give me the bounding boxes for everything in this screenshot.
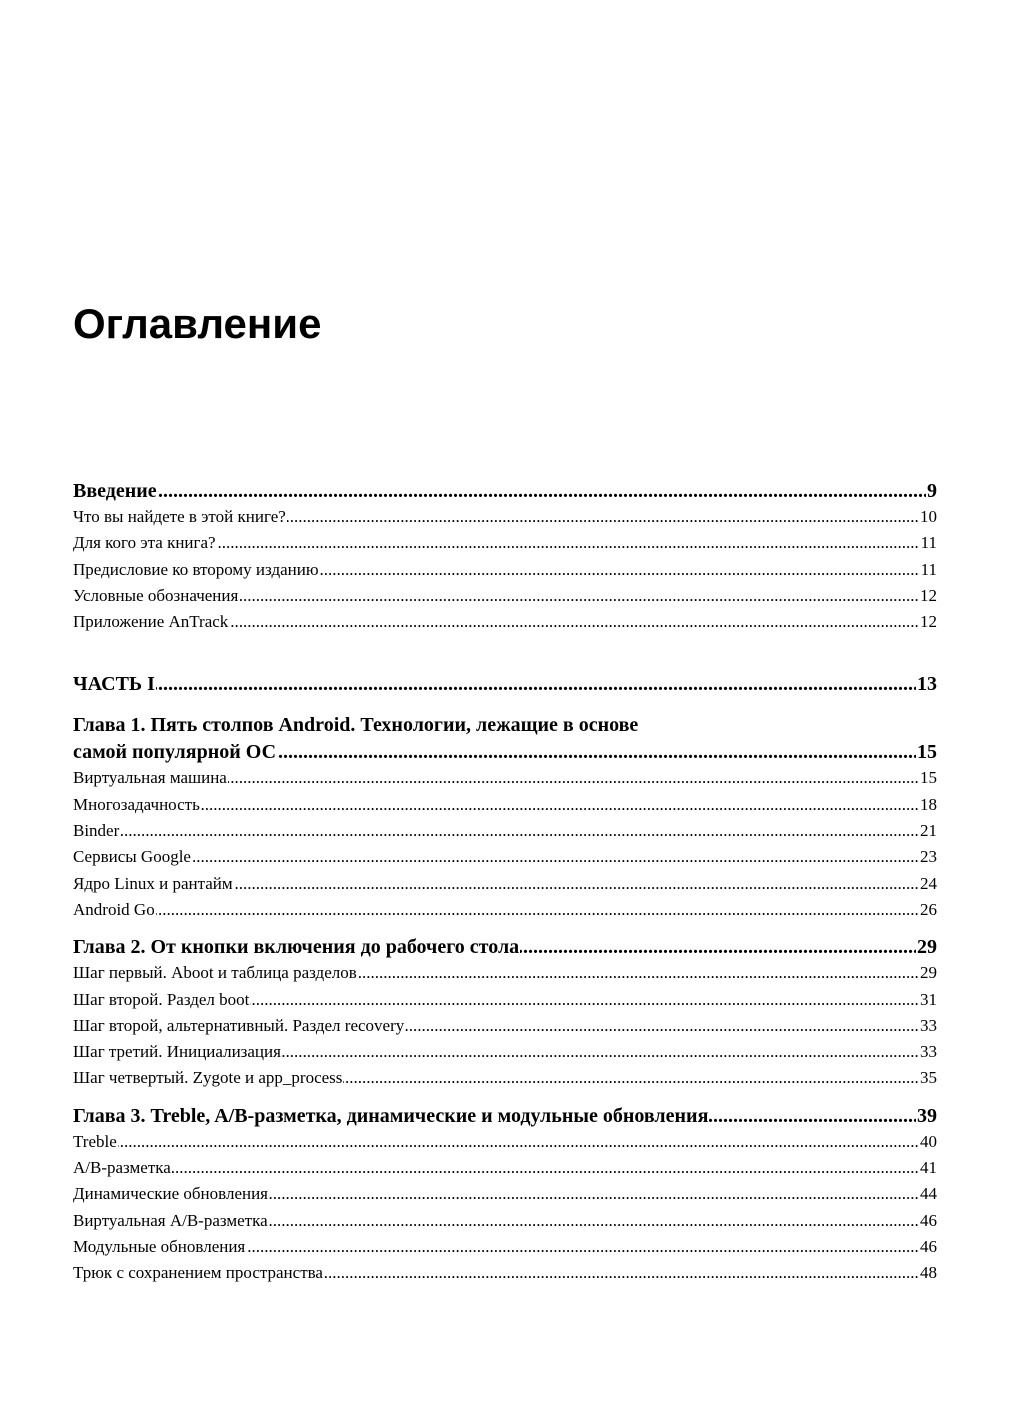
toc-subentry bbox=[73, 1129, 937, 1155]
toc-page-number: 11 bbox=[920, 530, 937, 556]
dot-leader bbox=[73, 844, 937, 870]
toc-subentry-title: Приложение AnTrack bbox=[73, 609, 229, 635]
toc-subentry bbox=[73, 1208, 937, 1234]
toc-entry-title: Глава 2. От кнопки включения до рабочего стола bbox=[73, 936, 520, 959]
toc-entry-title: самой популярной ОС bbox=[73, 741, 277, 764]
toc-subentry-title: Что вы найдете в этой книге? bbox=[73, 504, 287, 530]
toc-subentry-title: Многозадачность bbox=[73, 792, 201, 818]
toc-subentry-title: Android Go bbox=[73, 897, 156, 923]
toc-subentry-title: Виртуальная A/B-разметка bbox=[73, 1208, 269, 1234]
toc-chapter-1-title-line1: Глава 1. Пять столпов Android. Технологии, лежащие в основе bbox=[73, 714, 639, 737]
toc-subentry bbox=[73, 871, 937, 897]
toc-subentry bbox=[73, 897, 937, 923]
toc-subentry-title: Binder bbox=[73, 818, 120, 844]
toc-page-number: 21 bbox=[919, 818, 937, 844]
toc-subentry-title: A/B-разметка bbox=[73, 1155, 172, 1181]
toc-entry-part-1 bbox=[73, 671, 937, 697]
page-title: Оглавление bbox=[73, 300, 322, 347]
toc-subentry-title: Для кого эта книга? bbox=[73, 530, 217, 556]
toc-entry-title: Введение bbox=[73, 480, 157, 502]
toc-subentry-title: Трюк с сохранением пространства bbox=[73, 1260, 324, 1286]
toc-subentry-title: Шаг второй. Раздел boot bbox=[73, 987, 250, 1013]
dot-leader bbox=[73, 818, 937, 844]
toc-subentry bbox=[73, 1155, 937, 1181]
toc-subentry bbox=[73, 583, 937, 609]
toc-subentry bbox=[73, 530, 937, 556]
toc-subentry-title: Шаг третий. Инициализация bbox=[73, 1039, 282, 1065]
toc-page-number: 44 bbox=[919, 1181, 937, 1207]
toc-page-number: 29 bbox=[919, 960, 937, 986]
toc-subentry bbox=[73, 844, 937, 870]
toc-subentry bbox=[73, 1260, 937, 1286]
toc-entry-title: ЧАСТЬ I bbox=[73, 673, 155, 696]
toc-subentry-title: Модульные обновления bbox=[73, 1234, 246, 1260]
toc-page-number: 46 bbox=[919, 1234, 937, 1260]
toc-page-number: 15 bbox=[919, 765, 937, 791]
toc-subentry bbox=[73, 1181, 937, 1207]
toc-page-number: 31 bbox=[919, 987, 937, 1013]
toc-subentry-title: Шаг второй, альтернативный. Раздел recovery bbox=[73, 1013, 405, 1039]
toc-page-number: 33 bbox=[919, 1013, 937, 1039]
toc-page-number: 12 bbox=[919, 583, 937, 609]
toc-subentry bbox=[73, 557, 937, 583]
toc-subentry-title: Динамические обновления bbox=[73, 1181, 269, 1207]
toc-subentry-title: Шаг четвертый. Zygote и app_process bbox=[73, 1065, 343, 1091]
toc-subentry bbox=[73, 987, 937, 1013]
toc-page-number: 46 bbox=[919, 1208, 937, 1234]
toc-page-number: 11 bbox=[920, 557, 937, 583]
toc-page-number: 48 bbox=[919, 1260, 937, 1286]
toc-page-number: 13 bbox=[917, 673, 937, 696]
dot-leader bbox=[73, 671, 937, 697]
toc-page-number: 40 bbox=[919, 1129, 937, 1155]
toc-subentry bbox=[73, 504, 937, 530]
toc-page-number: 10 bbox=[919, 504, 937, 530]
dot-leader bbox=[73, 1155, 937, 1181]
toc-subentry-title: Предисловие ко второму изданию bbox=[73, 557, 320, 583]
toc-subentry bbox=[73, 609, 937, 635]
toc-entry-title: Глава 3. Treble, A/B-разметка, динамические и модульные обновления bbox=[73, 1104, 709, 1127]
toc-page-number: 41 bbox=[919, 1155, 937, 1181]
toc-entry-chapter-1 bbox=[73, 739, 937, 765]
toc-subentry-title: Ядро Linux и рантайм bbox=[73, 871, 234, 897]
toc-page-number: 33 bbox=[919, 1039, 937, 1065]
toc-page-number: 39 bbox=[917, 1104, 937, 1127]
toc-entry-chapter-2 bbox=[73, 934, 937, 960]
toc-page-number: 23 bbox=[919, 844, 937, 870]
toc-subentry bbox=[73, 818, 937, 844]
toc-subentry bbox=[73, 1065, 937, 1091]
dot-leader bbox=[73, 897, 937, 923]
toc-entry-chapter-3 bbox=[73, 1103, 937, 1129]
table-of-contents bbox=[73, 478, 937, 1287]
toc-subentry bbox=[73, 765, 937, 791]
toc-subentry bbox=[73, 1013, 937, 1039]
toc-page-number: 15 bbox=[917, 741, 937, 764]
toc-page-number: 35 bbox=[919, 1065, 937, 1091]
toc-page-number: 29 bbox=[917, 936, 937, 959]
dot-leader bbox=[73, 1129, 937, 1155]
toc-page-number: 24 bbox=[919, 871, 937, 897]
toc-subentry bbox=[73, 792, 937, 818]
toc-subentry bbox=[73, 960, 937, 986]
toc-page-number: 26 bbox=[919, 897, 937, 923]
toc-subentry bbox=[73, 1039, 937, 1065]
toc-subentry-title: Treble bbox=[73, 1129, 118, 1155]
toc-entry-intro bbox=[73, 478, 937, 504]
toc-subentry-title: Виртуальная машина bbox=[73, 765, 228, 791]
dot-leader bbox=[73, 792, 937, 818]
toc-page-number: 18 bbox=[919, 792, 937, 818]
toc-subentry-title: Условные обозначения bbox=[73, 583, 239, 609]
toc-subentry-title: Сервисы Google bbox=[73, 844, 192, 870]
toc-subentry bbox=[73, 1234, 937, 1260]
toc-page-number: 12 bbox=[919, 609, 937, 635]
toc-subentry-title: Шаг первый. Aboot и таблица разделов bbox=[73, 960, 358, 986]
toc-page-number: 9 bbox=[927, 480, 937, 502]
dot-leader bbox=[73, 478, 937, 504]
